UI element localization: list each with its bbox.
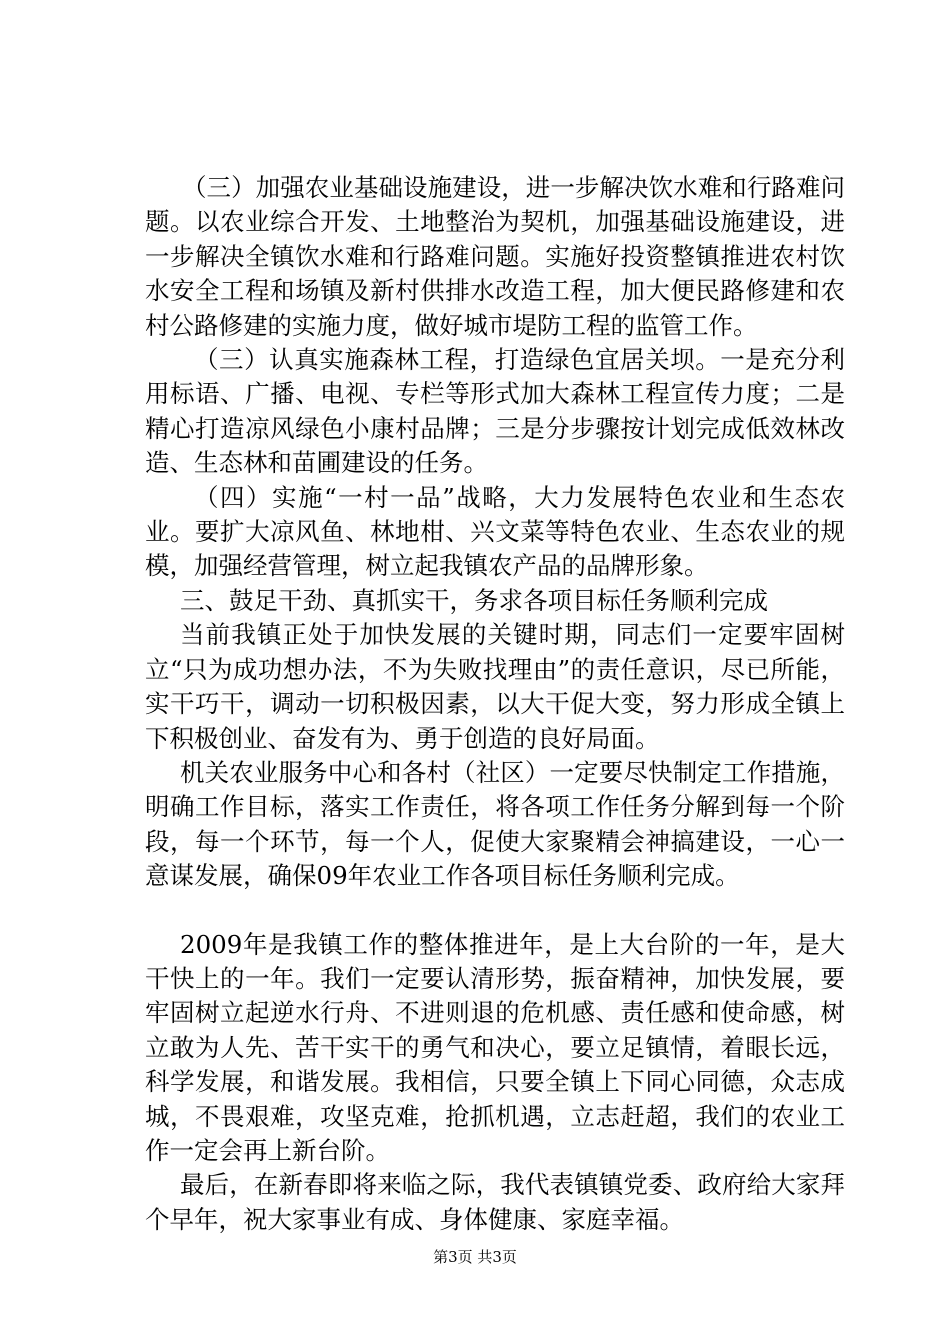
document-body bbox=[145, 171, 845, 1237]
paragraph-closing-greeting: 最后，在新春即将来临之际，我代表镇镇党委、政府给大家拜个早年，祝大家事业有成、身体健康、家庭幸福。 bbox=[145, 1170, 845, 1234]
section-heading-three: 三、鼓足干劲、真抓实干，务求各项目标任务顺利完成 bbox=[180, 585, 768, 615]
page-footer: 第3页 共3页 bbox=[433, 1248, 517, 1266]
paragraph-infrastructure: （三）加强农业基础设施建设，进一步解决饮水难和行路难问题。以农业综合开发、土地整治为契机，加强基础设施建设，进一步解决全镇饮水难和行路难问题。实施好投资整镇推进农村饮水安全工程和场镇及新村供排水改造工程，加大便民路修建和农村公路修建的实施力度，做好城市堤防工程的监管工作。 bbox=[145, 173, 845, 340]
paragraph-agency-measures: 机关农业服务中心和各村（社区）一定要尽快制定工作措施，明确工作目标，落实工作责任，将各项工作任务分解到每一个阶段，每一个环节，每一个人，促使大家聚精会神搞建设，一心一意谋发展，确保09年农业工作各项目标任务顺利完成。 bbox=[145, 757, 845, 891]
paragraph-spacer bbox=[145, 894, 845, 928]
paragraph-2009-outlook: 2009年是我镇工作的整体推进年，是上大台阶的一年，是大干快上的一年。我们一定要认清形势，振奋精神，加快发展，要牢固树立起逆水行舟、不进则退的危机感、责任感和使命感，树立敢为人先、苦干实干的勇气和决心，要立足镇情，着眼长远，科学发展，和谐发展。我相信，只要全镇上下同心同德，众志成城，不畏艰难，攻坚克难，抢抓机遇，立志赶超，我们的农业工作一定会再上新台阶。 bbox=[145, 929, 845, 1165]
paragraph-one-village-one-product: （四）实施“一村一品”战略，大力发展特色农业和生态农业。要扩大凉风鱼、林地柑、兴文菜等特色农业、生态农业的规模，加强经营管理，树立起我镇农产品的品牌形象。 bbox=[145, 482, 845, 581]
paragraph-key-period: 当前我镇正处于加快发展的关键时期，同志们一定要牢固树立“只为成功想办法，不为失败找理由”的责任意识，尽已所能，实干巧干，调动一切积极因素，以大干促大变，努力形成全镇上下积极创业、奋发有为、勇于创造的良好局面。 bbox=[145, 620, 845, 753]
paragraph-forest-project: （三）认真实施森林工程，打造绿色宜居关坝。一是充分利用标语、广播、电视、专栏等形式加大森林工程宣传力度；二是精心打造凉风绿色小康村品牌；三是分步骤按计划完成低效林改造、生态林和苗圃建设的任务。 bbox=[145, 345, 845, 478]
